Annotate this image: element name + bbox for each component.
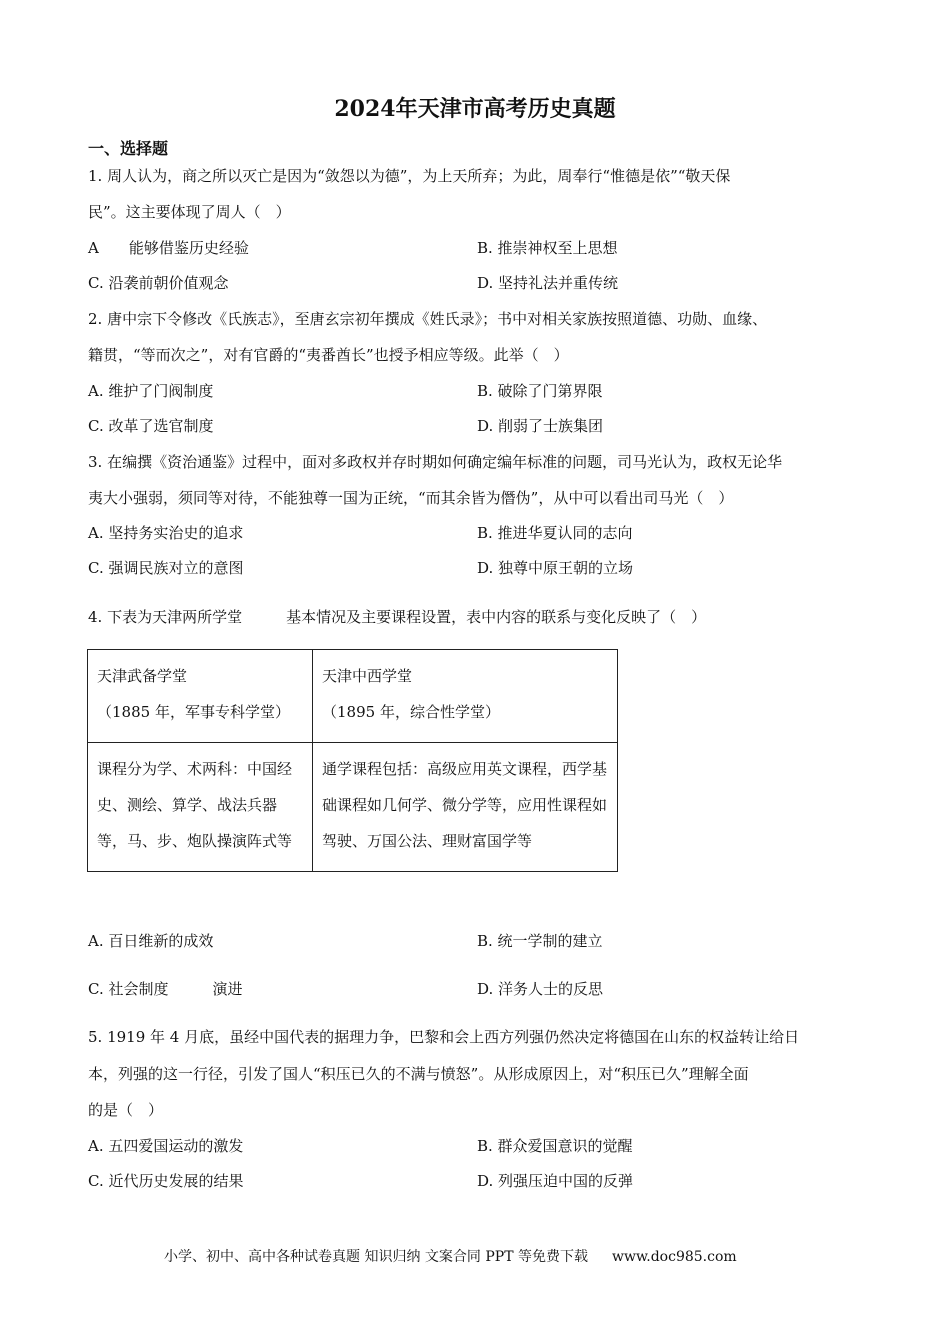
q5-option-d: D. 列强压迫中国的反弹 <box>477 1172 634 1190</box>
q4-option-a: A. 百日维新的成效 <box>88 932 214 950</box>
q4-option-c-part1: C. 社会制度 <box>88 980 169 998</box>
school-1-curriculum: 课程分为学、术两科：中国经史、测绘、算学、战法兵器等，马、步、炮队操演阵式等 <box>88 743 313 872</box>
school-comparison-table <box>87 649 618 872</box>
q3-stem-line1: 3. 在编撰《资治通鉴》过程中，面对多政权并存时期如何确定编年标准的问题，司马光认为，政权无论华 <box>88 453 783 471</box>
q3-option-b: B. 推进华夏认同的志向 <box>477 524 633 542</box>
q2-option-c: C. 改革了选官制度 <box>88 417 214 435</box>
q5-option-c: C. 近代历史发展的结果 <box>88 1172 244 1190</box>
page-title: 2024年天津市高考历史真题 <box>334 96 616 122</box>
q2-option-a: A. 维护了门阀制度 <box>88 382 214 400</box>
table-header-cell-2 <box>313 650 618 743</box>
school-2-curriculum: 通学课程包括：高级应用英文课程，西学基础课程如几何学、微分学等，应用性课程如驾驶、万国公法、理财富国学等 <box>313 743 618 872</box>
q3-stem-line2: 夷大小强弱，须同等对待，不能独尊一国为正统，“而其余皆为僭伪”，从中可以看出司马光（ ） <box>88 489 734 507</box>
q4-stem-part2: 基本情况及主要课程设置，表中内容的联系与变化反映了（ ） <box>286 608 707 626</box>
q1-stem-line2: 民”。这主要体现了周人（ ） <box>88 203 291 221</box>
footer-text: 小学、初中、高中各种试卷真题 知识归纳 文案合同 PPT 等免费下载 <box>164 1249 588 1265</box>
q5-option-b: B. 群众爱国意识的觉醒 <box>477 1137 633 1155</box>
q2-option-d: D. 削弱了士族集团 <box>477 417 604 435</box>
table-header-cell-1 <box>88 650 313 743</box>
q5-stem-line1: 5. 1919 年 4 月底，虽经中国代表的据理力争，巴黎和会上西方列强仍然决定将德国在山东的权益转让给日 <box>88 1028 800 1046</box>
school-2-info: （1895 年，综合性学堂） <box>322 703 500 721</box>
q2-stem-line2: 籍贯，“等而次之”，对有官爵的“夷番酋长”也授予相应等级。此举（ ） <box>88 346 569 364</box>
q1-option-a <box>88 237 249 258</box>
school-1-name: 天津武备学堂 <box>97 667 188 685</box>
q3-option-d: D. 独尊中原王朝的立场 <box>477 559 634 577</box>
q1-option-a-letter: A <box>88 239 99 257</box>
school-1-info: （1885 年，军事专科学堂） <box>97 703 290 721</box>
q2-stem-line1: 2. 唐中宗下令修改《氏族志》，至唐玄宗初年撰成《姓氏录》；书中对相关家族按照道德、功勋、血缘、 <box>88 310 768 328</box>
section-heading: 一、选择题 <box>88 139 169 158</box>
table-row <box>88 743 618 872</box>
q4-stem <box>88 606 706 627</box>
school-2-name: 天津中西学堂 <box>322 667 413 685</box>
q5-stem-line3: 的是（ ） <box>88 1101 164 1119</box>
q5-stem-line2: 本，列强的这一行径，引发了国人“积压已久的不满与愤怒”。从形成原因上，对“积压已久”理解全面 <box>88 1065 749 1083</box>
q4-option-c-part2: 演进 <box>212 980 243 998</box>
q4-stem-part1: 4. 下表为天津两所学堂 <box>88 608 243 626</box>
q1-option-d: D. 坚持礼法并重传统 <box>477 274 619 292</box>
page-footer <box>164 1246 737 1266</box>
q1-option-b: B. 推崇神权至上思想 <box>477 239 618 257</box>
q4-option-b: B. 统一学制的建立 <box>477 932 603 950</box>
q5-option-a: A. 五四爱国运动的激发 <box>88 1137 244 1155</box>
q1-option-a-text: 能够借鉴历史经验 <box>128 239 249 257</box>
q1-option-c: C. 沿袭前朝价值观念 <box>88 274 229 292</box>
table-header-row <box>88 650 618 743</box>
q2-option-b: B. 破除了门第界限 <box>477 382 603 400</box>
q1-stem-line1: 1. 周人认为，商之所以灭亡是因为“敛怨以为德”，为上天所弃；为此，周奉行“惟德是依”“敬天保 <box>88 167 731 185</box>
q3-option-a: A. 坚持务实治史的追求 <box>88 524 244 542</box>
q4-option-c <box>88 978 243 999</box>
footer-url[interactable]: www.doc985.com <box>611 1249 737 1265</box>
q4-option-d: D. 洋务人士的反思 <box>477 980 604 998</box>
q3-option-c: C. 强调民族对立的意图 <box>88 559 244 577</box>
